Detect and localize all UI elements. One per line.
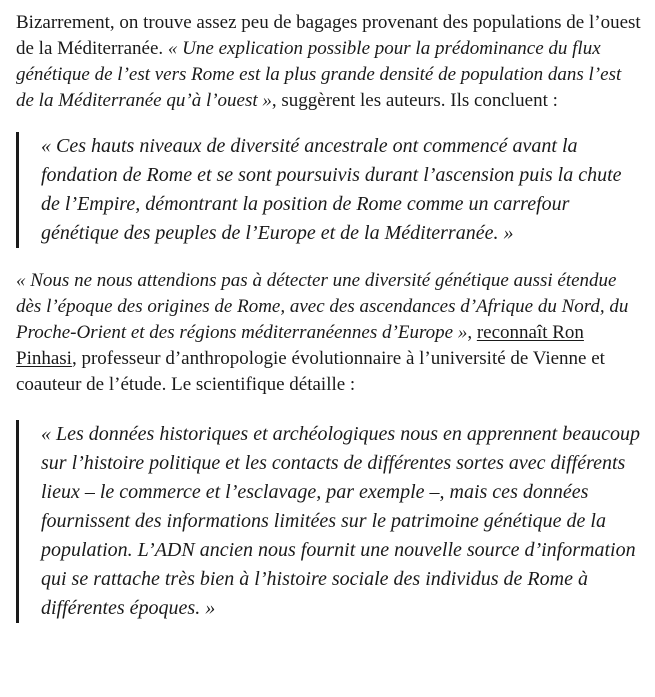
paragraph-intro-text-after: , suggèrent les auteurs. Ils concluent : — [271, 90, 558, 111]
paragraph-pinhasi — [16, 268, 641, 398]
paragraph-intro-text: Bizarrement, on trouve assez peu de bagages provenant des populations de l’ouest de la Méditerranée. — [16, 12, 641, 59]
blockquote-pinhasi-details: « Les données historiques et archéologiques nous en apprennent beaucoup sur l’histoire politique et les contacts de différentes sortes avec différents lieux – le commerce et l’esclavage, par exemple –, mais ces données fournissent des informations limitées sur le patrimoine génétique de la population. L’ADN ancien nous fournit une nouvelle source d’information qui se rattache très bien à l’histoire sociale des individus de Rome à différentes époques. » — [16, 420, 641, 623]
paragraph-pinhasi-separator: , — [467, 322, 477, 343]
link-reconnait-ron-pinhasi[interactable]: reconnaît Ron Pinhasi — [16, 322, 584, 369]
paragraph-intro — [16, 10, 641, 114]
paragraph-pinhasi-italic-quote: « Nous ne nous attendions pas à détecter une diversité génétique aussi étendue dès l’époque des origines de Rome, avec des ascendances d’Afrique du Nord, du Proche-Orient et des régions méditerranéennes d’Europe » — [16, 270, 629, 343]
paragraph-pinhasi-text-after: , professeur d’anthropologie évolutionnaire à l’université de Vienne et coauteur de l’étude. Le scientifique détaille : — [16, 348, 605, 395]
paragraph-intro-italic-quote: « Une explication possible pour la prédominance du flux génétique de l’est vers Rome est la plus grande densité de population dans l’est de la Méditerranée qu’à l’ouest » — [16, 38, 622, 111]
blockquote-conclusion: « Ces hauts niveaux de diversité ancestrale ont commencé avant la fondation de Rome et se sont poursuivis durant l’ascension puis la chute de l’Empire, démontrant la position de Rome comme un carrefour génétique des peuples de l’Europe et de la Méditerranée. » — [16, 132, 641, 248]
